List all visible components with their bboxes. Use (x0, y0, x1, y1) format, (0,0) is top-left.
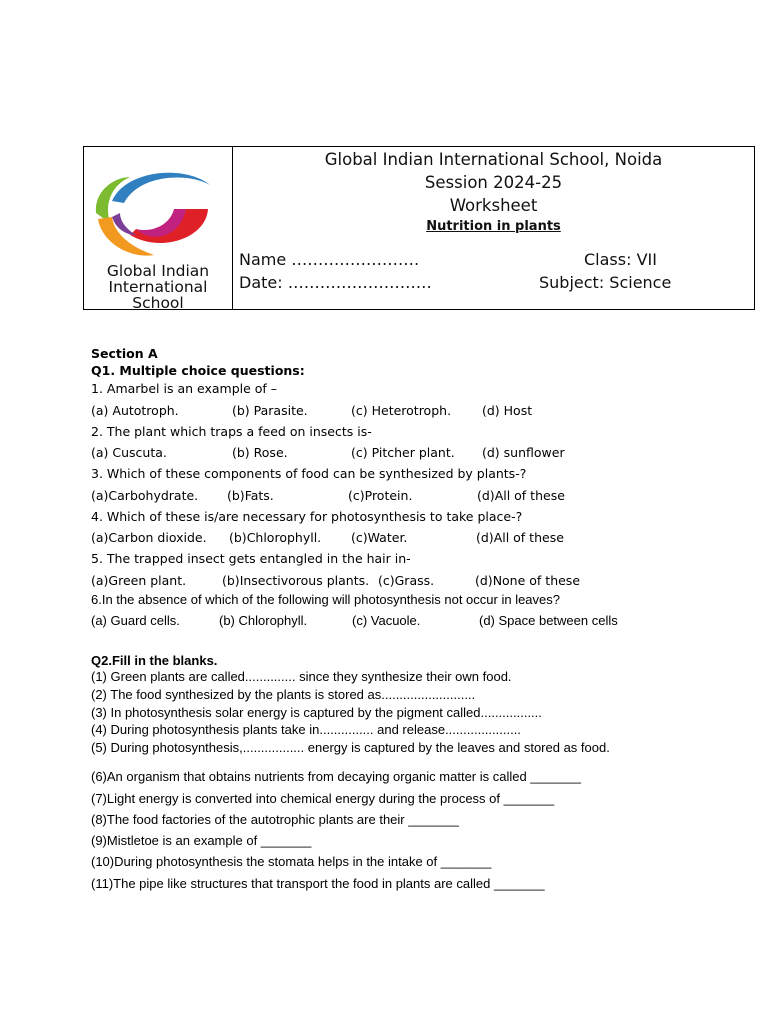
school-name: Global Indian International School, Noida (324, 150, 663, 169)
option: (d)None of these (475, 573, 581, 588)
option: (a) Autotroph. (91, 403, 179, 418)
q2-title: Q2.Fill in the blanks. (91, 653, 218, 668)
logo-text-line: International (108, 278, 208, 296)
option: (c) Heterotroph. (351, 403, 452, 418)
option: (a) Guard cells. (91, 613, 180, 628)
option: (a)Carbohydrate. (91, 488, 199, 503)
fill-blank-item: (2) The food synthesized by the plants is stored as.......................... (91, 687, 476, 702)
option: (b)Insectivorous plants. (222, 573, 370, 588)
section-title: Section A (91, 346, 158, 361)
option: (c)Grass. (378, 573, 435, 588)
q1-title: Q1. Multiple choice questions: (91, 363, 305, 378)
option: (b) Rose. (232, 445, 288, 460)
option: (a) Cuscuta. (91, 445, 167, 460)
topic-title: Nutrition in plants (426, 219, 561, 234)
option: (c) Pitcher plant. (351, 445, 455, 460)
option: (d) Space between cells (479, 613, 618, 628)
option: (b) Chlorophyll. (219, 613, 308, 628)
fill-blank-item: (5) During photosynthesis,................. energy is captured by the leaves and stored as food. (91, 740, 610, 755)
date-field: Date: ……………………… (239, 273, 432, 292)
question-text: 5. The trapped insect gets entangled in the hair in- (91, 551, 411, 566)
worksheet-title: Worksheet (449, 196, 538, 215)
option: (d) Host (482, 403, 533, 418)
option: (b)Chlorophyll. (229, 530, 322, 545)
option: (a)Green plant. (91, 573, 187, 588)
session: Session 2024-25 (424, 173, 563, 192)
option: (c)Protein. (348, 488, 413, 503)
option: (d)All of these (477, 488, 565, 503)
fill-blank-item: (4) During photosynthesis plants take in............... and release..................... (91, 722, 521, 737)
fill-blank-item: (6)An organism that obtains nutrients from decaying organic matter is called _______ (91, 769, 581, 784)
option: (d) sunflower (482, 445, 565, 460)
subject-field: Subject: Science (539, 273, 672, 292)
option: (a)Carbon dioxide. (91, 530, 207, 545)
fill-blank-item: (8)The food factories of the autotrophic plants are their _______ (91, 812, 459, 827)
fill-blank-item: (1) Green plants are called.............. since they synthesize their own food. (91, 669, 512, 684)
class-field: Class: VII (584, 250, 657, 269)
option: (c)Water. (351, 530, 408, 545)
option: (d)All of these (476, 530, 564, 545)
fill-blank-item: (3) In photosynthesis solar energy is captured by the pigment called................. (91, 705, 542, 720)
fill-blank-item: (7)Light energy is converted into chemical energy during the process of _______ (91, 791, 555, 806)
option: (b)Fats. (227, 488, 274, 503)
question-text: 2. The plant which traps a feed on insects is- (91, 424, 372, 439)
fill-blank-item: (10)During photosynthesis the stomata helps in the intake of _______ (91, 854, 492, 869)
question-text: 3. Which of these components of food can be synthesized by plants-? (91, 466, 527, 481)
question-text: 6.In the absence of which of the following will photosynthesis not occur in leaves? (91, 592, 560, 607)
option: (b) Parasite. (232, 403, 308, 418)
worksheet-header (83, 146, 755, 310)
fill-blank-item: (9)Mistletoe is an example of _______ (91, 833, 312, 848)
option: (c) Vacuole. (352, 613, 421, 628)
fill-blank-item: (11)The pipe like structures that transport the food in plants are called _______ (91, 876, 545, 891)
name-field: Name …………………… (239, 250, 420, 269)
question-text: 4. Which of these is/are necessary for photosynthesis to take place-? (91, 509, 523, 524)
question-text: 1. Amarbel is an example of – (91, 381, 278, 396)
school-logo-mark (90, 163, 226, 263)
logo-text-line: School (132, 294, 184, 312)
school-logo (84, 147, 233, 312)
logo-text-line: Global Indian (106, 262, 210, 280)
